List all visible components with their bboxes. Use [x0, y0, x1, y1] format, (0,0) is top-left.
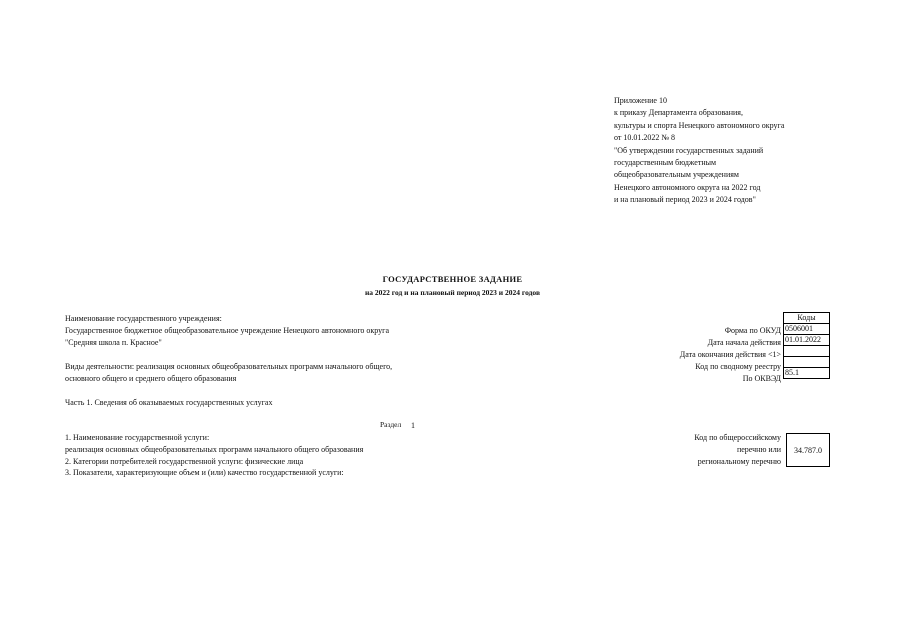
service-name-label: 1. Наименование государственной услуги:	[65, 433, 210, 442]
section-number: 1	[411, 421, 415, 430]
appendix-block	[614, 95, 784, 207]
appendix-line: "Об утверждении государственных заданий	[614, 145, 764, 155]
code-label-okud: Форма по ОКУД	[724, 326, 781, 335]
registry-code-label-1: Код по общероссийскому	[694, 433, 781, 442]
appendix-line: культуры и спорта Ненецкого автономного округа	[614, 120, 785, 130]
appendix-line: Ненецкого автономного округа на 2022 год	[614, 182, 761, 192]
code-value-registry	[784, 357, 830, 368]
codes-header: Коды	[784, 313, 830, 324]
code-label-okved: По ОКВЭД	[742, 374, 781, 383]
institution-name-line1: Государственное бюджетное общеобразовательное учреждение Ненецкого автономного округа	[65, 326, 390, 335]
registry-code-label-2: перечню или	[736, 445, 781, 454]
codes-table	[783, 312, 830, 379]
code-value-end	[784, 346, 830, 357]
activity-line2: основного общего и среднего общего образования	[65, 374, 237, 383]
code-label-start: Дата начала действия	[707, 338, 781, 347]
registry-code-label-3: региональному перечню	[697, 457, 781, 466]
registry-code-box: 34.787.0	[786, 433, 830, 467]
appendix-line: к приказу Департамента образования,	[614, 108, 743, 118]
part1-heading: Часть 1. Сведения об оказываемых государственных услугах	[65, 398, 273, 407]
indicators-heading: 3. Показатели, характеризующие объем и (или) качество государственной услуги:	[65, 468, 344, 477]
code-value-okved: 85.1	[784, 368, 830, 379]
activity-line1: Виды деятельности: реализация основных общеобразовательных программ начального общего,	[65, 362, 393, 371]
document-subtitle: на 2022 год и на плановый период 2023 и 2024 годов	[364, 288, 541, 297]
institution-label: Наименование государственного учреждения:	[65, 314, 222, 323]
section-label: Раздел	[380, 420, 402, 429]
consumer-categories: 2. Категории потребителей государственной услуги: физические лица	[65, 457, 304, 466]
document-title: ГОСУДАРСТВЕННОЕ ЗАДАНИЕ	[382, 274, 523, 284]
appendix-line: от 10.01.2022 № 8	[614, 133, 676, 143]
code-label-registry: Код по сводному реестру	[695, 362, 781, 371]
appendix-line: общеобразовательным учреждениям	[614, 170, 739, 180]
code-value-okud: 0506001	[784, 324, 830, 335]
appendix-line: государственным бюджетным	[614, 158, 717, 168]
appendix-line: Приложение 10	[614, 96, 667, 105]
service-name-value: реализация основных общеобразовательных программ начального общего образования	[65, 445, 364, 454]
code-label-end: Дата окончания действия <1>	[679, 350, 781, 359]
code-value-start: 01.01.2022	[784, 335, 830, 346]
institution-name-line2: "Средняя школа п. Красное"	[65, 338, 162, 347]
appendix-line: и на плановый период 2023 и 2024 годов"	[614, 195, 756, 205]
